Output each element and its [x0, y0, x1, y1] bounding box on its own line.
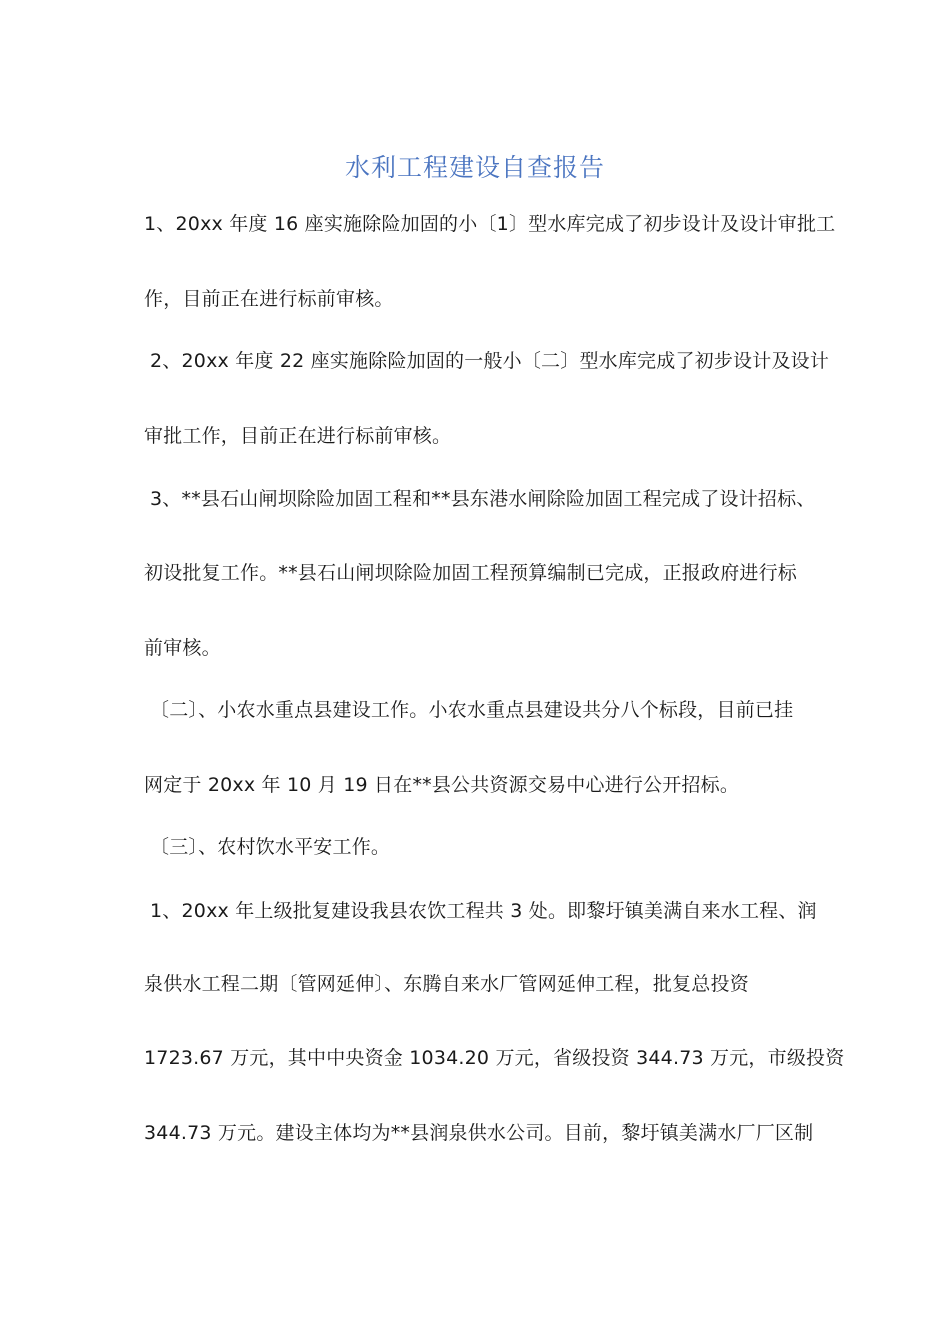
body-line: 344.73 万元。建设主体均为**县润泉供水公司。目前，黎圩镇美满水厂厂区制 — [144, 1122, 814, 1144]
body-line: 1、20xx 年上级批复建设我县农饮工程共 3 处。即黎圩镇美满自来水工程、润 — [150, 900, 817, 922]
body-line: 前审核。 — [144, 637, 221, 659]
body-line: 网定于 20xx 年 10 月 19 日在**县公共资源交易中心进行公开招标。 — [144, 774, 740, 796]
section-heading-line: 〔三〕、农村饮水平安工作。 — [150, 836, 391, 858]
body-line: 初设批复工作。**县石山闸坝除险加固工程预算编制已完成，正报政府进行标 — [144, 562, 798, 584]
body-line: 〔二〕、小农水重点县建设工作。小农水重点县建设共分八个标段，目前已挂 — [150, 699, 794, 721]
document-title: 水利工程建设自查报告 — [344, 153, 605, 182]
body-line: 2、20xx 年度 22 座实施除险加固的一般小〔二〕型水库完成了初步设计及设计 — [150, 350, 830, 372]
body-line: 作，目前正在进行标前审核。 — [144, 288, 394, 310]
body-line: 3、**县石山闸坝除险加固工程和**县东港水闸除险加固工程完成了设计招标、 — [150, 488, 816, 510]
body-line: 泉供水工程二期〔管网延伸〕、东腾自来水厂管网延伸工程，批复总投资 — [144, 973, 749, 995]
body-line: 1、20xx 年度 16 座实施除险加固的小〔1〕型水库完成了初步设计及设计审批工 — [144, 213, 836, 235]
body-line: 1723.67 万元，其中中央资金 1034.20 万元，省级投资 344.73 万元，市级投资 — [144, 1047, 845, 1069]
body-line: 审批工作，目前正在进行标前审核。 — [144, 425, 452, 447]
